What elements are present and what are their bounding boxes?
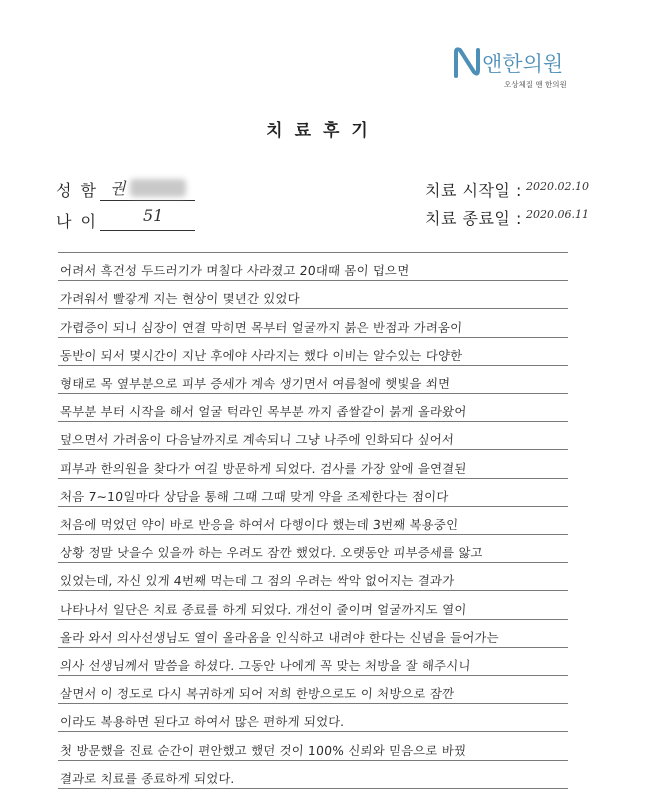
n-mark-icon: [452, 46, 482, 80]
ruled-line: [58, 308, 568, 309]
review-line: 상황 정말 낫을수 있을까 하는 우려도 잠깐 했었다. 오랫동안 피부증세를 앓고: [59, 545, 484, 561]
ruled-line: [58, 534, 568, 535]
review-line: 결과로 치료를 종료하게 되었다.: [59, 770, 236, 786]
review-line: 피부과 한의원을 찾다가 여길 방문하게 되었다. 검사를 가장 앞에 을연결된: [59, 460, 467, 476]
review-line: 살면서 이 정도로 다시 복귀하게 되어 저희 한방으로도 이 처방으로 잠깐: [59, 686, 455, 702]
age-label: 나 이: [56, 212, 98, 231]
ruled-line: [58, 393, 568, 394]
ruled-line: [58, 590, 568, 591]
ruled-line: [58, 788, 568, 789]
name-redaction: [130, 179, 186, 197]
ruled-line: [58, 731, 568, 732]
ruled-line: [58, 421, 568, 422]
name-value: 권: [110, 179, 126, 198]
page-title: 치료후기: [266, 121, 380, 141]
review-line: 동반이 되서 몇시간이 지난 후에야 사라지는 했다 이비는 알수있는 다양한: [59, 347, 463, 363]
review-line: 이라도 복용하면 된다고 하여서 많은 편하게 되었다.: [59, 714, 346, 730]
ruled-line: [58, 675, 568, 676]
review-line: 나타나서 일단은 치료 종료를 하게 되었다. 개선이 줄이며 얼굴까지도 열이: [59, 601, 467, 617]
ruled-line: [58, 252, 568, 253]
ruled-line: [58, 449, 568, 450]
ruled-line: [58, 703, 568, 704]
review-line: 첫 방문했을 진료 순간이 편안했고 했던 것이 100% 신뢰와 믿음으로 바꿨: [59, 742, 467, 758]
ruled-line: [58, 760, 568, 761]
ruled-line: [58, 647, 568, 648]
review-line: 가렵증이 되니 심장이 연결 막히면 목부터 얼굴까지 붉은 반점과 가려움이: [59, 319, 463, 335]
start-date-label: 치료 시작일 :: [425, 181, 522, 200]
ruled-line: [58, 506, 568, 507]
start-date-value: 2020.02.10: [526, 180, 589, 193]
review-line: 가려워서 빨갛게 지는 현상이 몇년간 있었다: [59, 291, 301, 307]
ruled-line: [58, 337, 568, 338]
review-line: 처음에 먹었던 약이 바로 반응을 하여서 다행이다 했는데 3번째 복용중인: [59, 517, 459, 532]
review-line: 어려서 흑건성 두드러기가 며칠다 사라졌고 20대때 몸이 덥으면: [59, 263, 410, 279]
review-line: 올라 와서 의사선생님도 열이 올라옴을 인식하고 내려야 한다는 신념을 들어가는: [59, 629, 500, 645]
review-line: 처음 7~10일마다 상담을 통해 그때 그때 맞게 약을 조제한다는 점이다: [59, 488, 449, 504]
review-line: 의사 선생님께서 말씀을 하셨다. 그동안 나에게 꼭 맞는 처방을 잘 해주시니: [59, 658, 472, 673]
age-value: 51: [143, 206, 164, 225]
clinic-subtitle: 오상체질 앤 한의원: [504, 80, 567, 89]
ruled-line: [58, 478, 568, 479]
end-date-label: 치료 종료일 :: [425, 209, 522, 228]
name-line: [100, 200, 195, 201]
review-line: 목부분 부터 시작을 해서 얼굴 턱라인 목부분 까지 좁쌀같이 붉게 올라왔어: [59, 404, 467, 420]
clinic-logo: [452, 46, 612, 96]
clinic-name: 앤한의원: [482, 52, 564, 76]
ruled-line: [58, 619, 568, 620]
ruled-line: [58, 365, 568, 366]
age-line: [100, 230, 195, 231]
name-label: 성 함: [56, 181, 98, 200]
review-line: 형태로 목 옆부분으로 피부 증세가 계속 생기면서 여름철에 햇빛을 쐬면: [59, 376, 451, 391]
ruled-line: [58, 280, 568, 281]
end-date-value: 2020.06.11: [526, 208, 589, 221]
ruled-line: [58, 562, 568, 563]
review-line: 있었는데, 자신 있게 4번째 먹는데 그 점의 우려는 싹악 없어지는 결과가: [59, 573, 455, 589]
review-line: 덮으면서 가려움이 다음날까지로 계속되니 그냥 나주에 인화되다 싶어서: [59, 432, 455, 448]
